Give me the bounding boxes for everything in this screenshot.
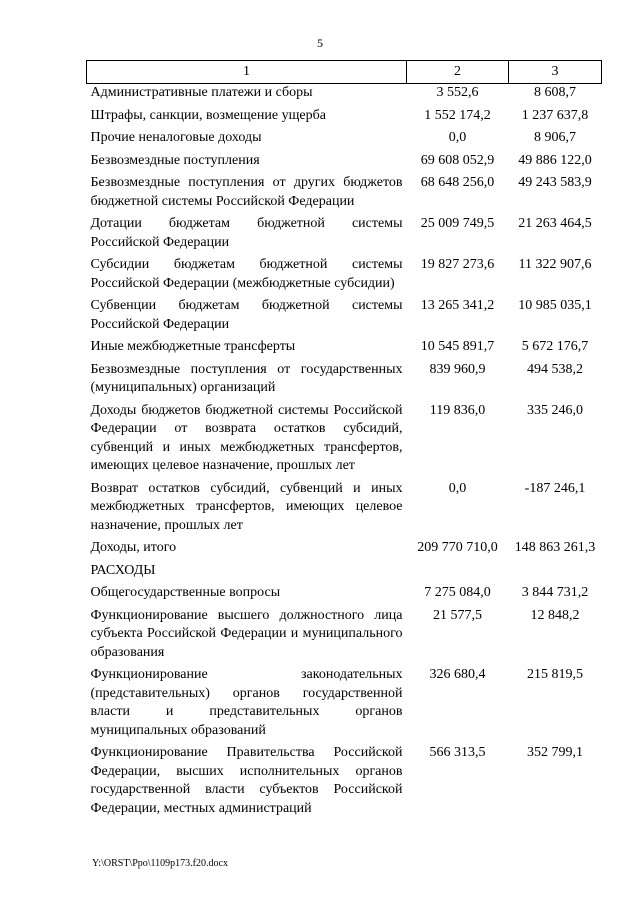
row-value-col3 [509, 562, 602, 585]
row-label: Возврат остатков субсидий, субвенций и иных межбюджетных трансфертов, имеющих целевое назначение, прошлых лет [90, 480, 403, 533]
row-label: Безвозмездные поступления [90, 152, 260, 168]
table-row [87, 361, 602, 402]
row-label: Функционирование Правительства Российской Федерации, высших исполнительных органов государственной власти субъектов Российской Федерации, местных администраций [90, 745, 403, 816]
row-value-col3: 335 246,0 [527, 402, 583, 418]
row-value-col3: 49 243 583,9 [518, 175, 592, 190]
row-value-col2: 3 552,6 [436, 85, 479, 100]
row-value-col3: 3 844 731,2 [521, 585, 589, 600]
row-label: Дотации бюджетам бюджетной системы Российской Федерации [90, 216, 403, 250]
row-label: Безвозмездные поступления от государственных (муниципальных) организаций [90, 361, 403, 395]
page-number: 5 [317, 36, 323, 50]
column-header-2: 2 [407, 61, 509, 84]
row-value-col3: 10 985 035,1 [518, 298, 592, 313]
row-label: Субсидии бюджетам бюджетной системы Российской Федерации (межбюджетные субсидии) [90, 257, 403, 291]
row-value-col2: 13 265 341,2 [420, 298, 495, 313]
table-row [87, 666, 602, 744]
table-row [87, 607, 602, 667]
row-value-col3: 215 819,5 [527, 667, 583, 682]
budget-table-container [86, 60, 601, 822]
table-row [87, 402, 602, 480]
row-label: Прочие неналоговые доходы [90, 130, 262, 145]
row-value-col3: 148 863 261,3 [514, 540, 596, 555]
row-value-col3: 1 237 637,8 [521, 107, 589, 123]
file-path-footer: Y:\ORST\Ppo\1109p173.f20.docx [92, 858, 228, 869]
table-row [87, 174, 602, 215]
row-label: Функционирование законодательных (представительных) органов государственной власти и представительных органов муниципальных образований [90, 667, 403, 738]
row-label: Общегосударственные вопросы [90, 585, 281, 600]
row-value-col2: 25 009 749,5 [420, 216, 495, 231]
column-header-1: 1 [87, 61, 407, 84]
table-row [87, 539, 602, 562]
row-label: Штрафы, санкции, возмещение ущерба [90, 107, 326, 123]
row-value-col2: 0,0 [448, 480, 467, 496]
row-value-col2 [407, 562, 509, 585]
row-value-col2: 68 648 256,0 [420, 175, 495, 190]
row-label: Административные платежи и сборы [90, 85, 313, 100]
table-row [87, 129, 602, 152]
budget-table [86, 60, 602, 822]
table-row [87, 744, 602, 822]
row-value-col2: 19 827 273,6 [420, 257, 495, 272]
row-value-col3: 49 886 122,0 [518, 152, 592, 168]
table-row [87, 84, 602, 107]
table-row [87, 584, 602, 607]
row-value-col3: 8 608,7 [534, 85, 576, 100]
row-value-col2: 119 836,0 [429, 402, 486, 418]
row-value-col2: 21 577,5 [433, 607, 482, 623]
table-row [87, 297, 602, 338]
row-label: Безвозмездные поступления от других бюджетов бюджетной системы Российской Федерации [90, 175, 403, 209]
row-value-col2: 566 313,5 [429, 745, 486, 760]
row-value-col3: 12 848,2 [530, 607, 580, 623]
row-label: Функционирование высшего должностного лица субъекта Российской Федерации и муниципального образования [90, 607, 403, 660]
row-label: Иные межбюджетные трансферты [90, 339, 296, 354]
row-label: РАСХОДЫ [90, 562, 156, 578]
row-label: Субвенции бюджетам бюджетной системы Российской Федерации [90, 298, 403, 332]
row-value-col2: 326 680,4 [429, 667, 486, 682]
row-value-col3: 352 799,1 [527, 745, 583, 760]
row-value-col2: 0,0 [448, 130, 467, 145]
table-row [87, 338, 602, 361]
column-header-3: 3 [509, 61, 602, 84]
table-row [87, 256, 602, 297]
row-value-col3: 5 672 176,7 [521, 339, 589, 354]
table-header-row [87, 61, 602, 84]
row-value-col3: -187 246,1 [524, 480, 586, 496]
row-value-col2: 69 608 052,9 [420, 152, 495, 168]
row-value-col3: 494 538,2 [527, 361, 583, 377]
row-value-col2: 839 960,9 [429, 361, 486, 377]
row-value-col3: 8 906,7 [534, 130, 576, 145]
table-row [87, 152, 602, 175]
row-value-col2: 209 770 710,0 [417, 540, 498, 555]
row-label: Доходы бюджетов бюджетной системы Российской Федерации от возврата остатков субсидий, субвенций и иных межбюджетных трансфертов, имеющих целевое назначение, прошлых лет [90, 402, 403, 473]
table-row [87, 480, 602, 540]
row-value-col3: 21 263 464,5 [518, 216, 592, 231]
table-row [87, 107, 602, 130]
row-value-col3: 11 322 907,6 [518, 257, 592, 272]
table-row [87, 562, 602, 585]
row-value-col2: 7 275 084,0 [424, 585, 491, 600]
table-row [87, 215, 602, 256]
row-value-col2: 10 545 891,7 [420, 339, 495, 354]
row-value-col2: 1 552 174,2 [424, 107, 491, 123]
row-label: Доходы, итого [90, 540, 177, 555]
